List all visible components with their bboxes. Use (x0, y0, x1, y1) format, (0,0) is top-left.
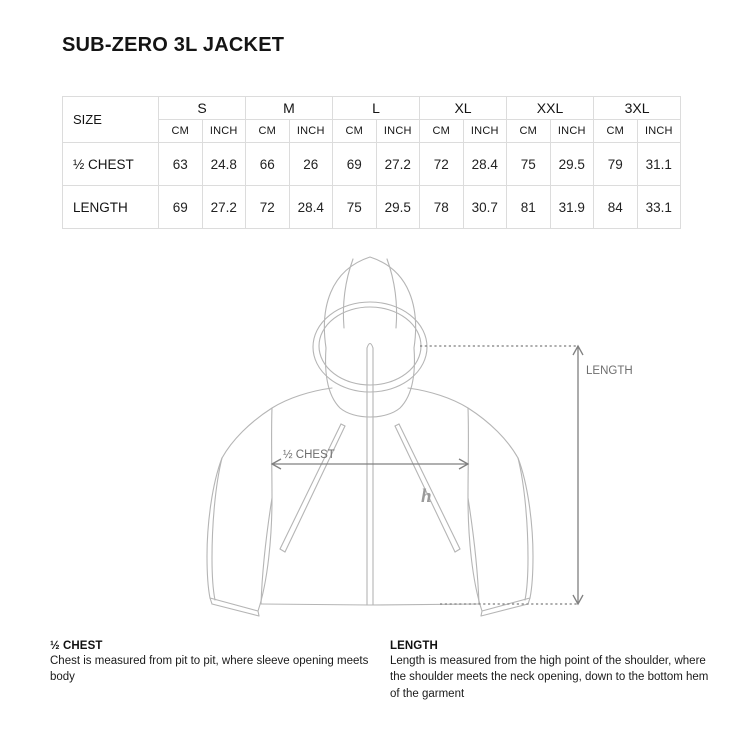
hood-face-opening (313, 302, 427, 392)
row-label-half-chest: ½ CHEST (63, 143, 159, 186)
cell-half-chest-l-inch: 27.2 (376, 143, 420, 186)
cell-length-m-cm: 72 (246, 186, 290, 229)
brand-logo-h-mark: h (421, 486, 432, 507)
header-size-xxl: XXL (507, 97, 594, 120)
size-chart-table-container (62, 96, 680, 229)
header-unit-inch-m: INCH (289, 120, 333, 143)
left-chest-pocket-zipper (280, 424, 345, 552)
length-measure-guides (420, 346, 578, 604)
cell-half-chest-3xl-inch: 31.1 (637, 143, 681, 186)
page-title: SUB-ZERO 3L JACKET (62, 34, 285, 56)
cell-half-chest-m-cm: 66 (246, 143, 290, 186)
header-unit-inch-l: INCH (376, 120, 420, 143)
header-size-xl: XL (420, 97, 507, 120)
header-unit-inch-s: INCH (202, 120, 246, 143)
cell-length-xl-inch: 30.7 (463, 186, 507, 229)
cell-half-chest-s-cm: 63 (159, 143, 203, 186)
cell-length-l-cm: 75 (333, 186, 377, 229)
header-size-m: M (246, 97, 333, 120)
length-measure-label: LENGTH (586, 365, 633, 377)
header-unit-cm-s: CM (159, 120, 203, 143)
header-unit-cm-xxl: CM (507, 120, 551, 143)
note-half-chest-body: Chest is measured from pit to pit, where sleeve opening meets body (50, 655, 369, 684)
header-size-s: S (159, 97, 246, 120)
length-measure-line (573, 346, 583, 604)
note-half-chest-title: ½ CHEST (50, 640, 103, 652)
half-chest-measure-label: ½ CHEST (283, 449, 335, 461)
center-zipper (367, 344, 373, 606)
row-label-length: LENGTH (63, 186, 159, 229)
table-header-sizes (63, 97, 681, 120)
table-row (63, 143, 681, 186)
header-size-3xl: 3XL (594, 97, 681, 120)
size-chart-table (62, 96, 681, 229)
note-half-chest (50, 640, 390, 702)
cell-length-s-inch: 27.2 (202, 186, 246, 229)
cell-half-chest-3xl-cm: 79 (594, 143, 638, 186)
header-unit-inch-xxl: INCH (550, 120, 594, 143)
cell-half-chest-xl-cm: 72 (420, 143, 464, 186)
header-size-l: L (333, 97, 420, 120)
cell-half-chest-l-cm: 69 (333, 143, 377, 186)
cell-length-m-inch: 28.4 (289, 186, 333, 229)
measurement-notes (50, 640, 710, 702)
note-length-body: Length is measured from the high point of the shoulder, where the shoulder meets the neck opening, down to the bottom hem of the garment (390, 655, 709, 700)
cell-half-chest-s-inch: 24.8 (202, 143, 246, 186)
cell-length-3xl-inch: 33.1 (637, 186, 681, 229)
cell-length-l-inch: 29.5 (376, 186, 420, 229)
header-unit-cm-xl: CM (420, 120, 464, 143)
header-unit-cm-l: CM (333, 120, 377, 143)
cell-half-chest-xl-inch: 28.4 (463, 143, 507, 186)
table-row (63, 186, 681, 229)
note-length-title: LENGTH (390, 640, 438, 652)
header-size-label: SIZE (63, 97, 159, 143)
hood-outline (324, 257, 415, 417)
header-unit-cm-3xl: CM (594, 120, 638, 143)
cell-length-xl-cm: 78 (420, 186, 464, 229)
header-unit-inch-xl: INCH (463, 120, 507, 143)
cell-length-xxl-inch: 31.9 (550, 186, 594, 229)
cell-length-s-cm: 69 (159, 186, 203, 229)
jacket-diagram (0, 236, 740, 636)
header-unit-cm-m: CM (246, 120, 290, 143)
note-length (390, 640, 710, 702)
cell-length-3xl-cm: 84 (594, 186, 638, 229)
cell-half-chest-m-inch: 26 (289, 143, 333, 186)
cell-half-chest-xxl-cm: 75 (507, 143, 551, 186)
jacket-body-outline (207, 388, 533, 616)
cell-length-xxl-cm: 81 (507, 186, 551, 229)
cell-half-chest-xxl-inch: 29.5 (550, 143, 594, 186)
header-unit-inch-3xl: INCH (637, 120, 681, 143)
